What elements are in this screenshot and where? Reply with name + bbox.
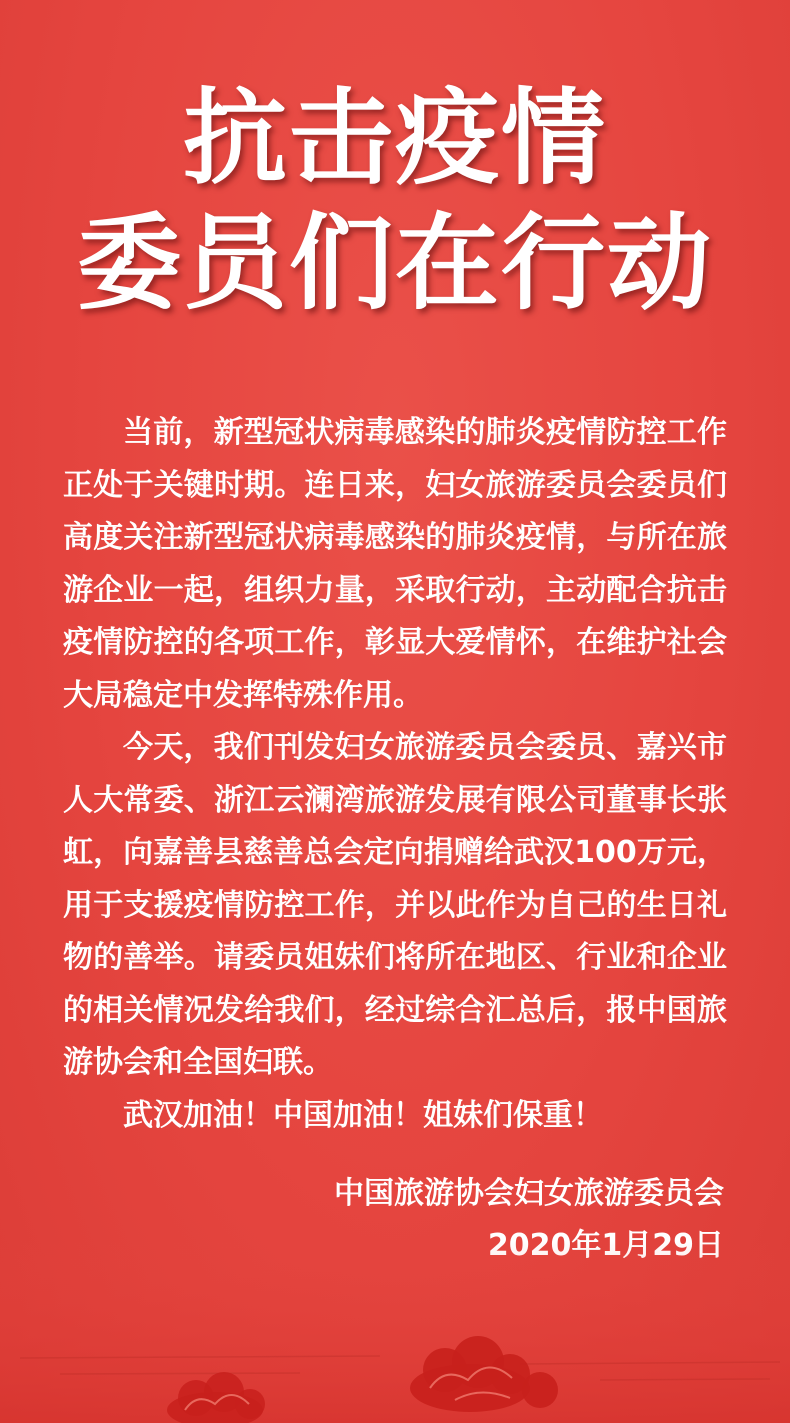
title-line-1: 抗击疫情 <box>182 77 607 199</box>
title-line-2: 委员们在行动 <box>76 202 713 324</box>
signature-organization: 中国旅游协会妇女旅游委员会 <box>334 1176 724 1211</box>
paragraph-1: 当前，新型冠状病毒感染的肺炎疫情防控工作正处于关键时期。连日来，妇女旅游委员会委员们高度关注新型冠状病毒感染的肺炎疫情，与所在旅游企业一起，组织力量，采取行动，主动配合抗击疫情防控的各项工作，彰显大爱情怀，在维护社会大局稳定中发挥特殊作用。 <box>63 415 727 713</box>
paragraph-3: 武汉加油！中国加油！姐妹们保重！ <box>123 1097 603 1133</box>
paragraph-2: 今天，我们刊发妇女旅游委员会委员、嘉兴市人大常委、浙江云澜湾旅游发展有限公司董事长张虹，向嘉善县慈善总会定向捐赠给武汉100万元，用于支援疫情防控工作，并以此作为自己的生日礼物的善举。请委员姐妹们将所在地区、行业和企业的相关情况发给我们，经过综合汇总后，报中国旅游协会和全国妇联。 <box>63 730 727 1080</box>
auspicious-cloud-decoration <box>0 1240 790 1423</box>
article-body <box>63 407 727 1142</box>
